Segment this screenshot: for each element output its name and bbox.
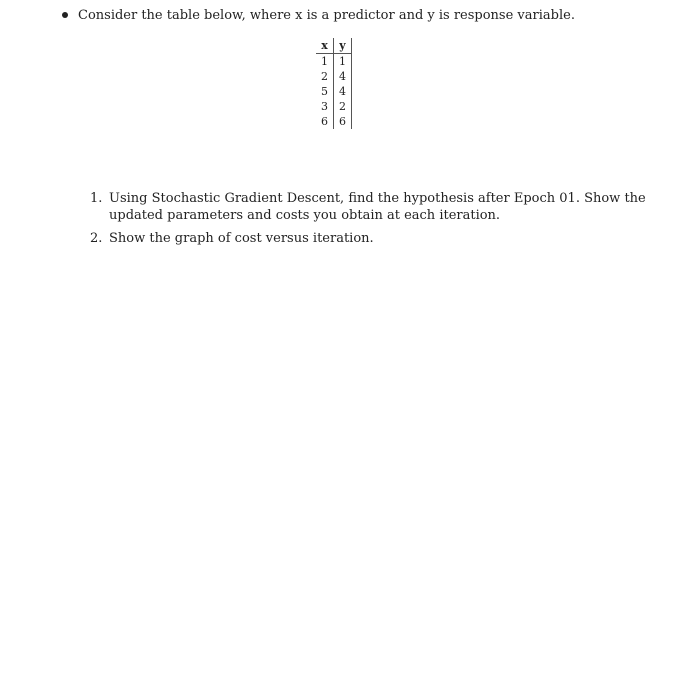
- item-text: Using Stochastic Gradient Descent, find the hypothesis after Epoch 01. Show the updated parameters and costs you obtain at each iteration.: [109, 191, 646, 223]
- intro-text: Consider the table below, where x is a predictor and y is response variable.: [78, 8, 575, 23]
- table-row: [316, 84, 352, 99]
- bullet-icon: [62, 12, 68, 18]
- cell-x: 2: [316, 69, 334, 84]
- task-list: [90, 190, 650, 253]
- cell-y: 4: [334, 84, 352, 99]
- cell-y: 2: [334, 99, 352, 114]
- table-row: [316, 54, 352, 70]
- cell-x: 3: [316, 99, 334, 114]
- cell-y: 1: [334, 54, 352, 70]
- item-number: 2.: [90, 231, 103, 246]
- data-table: [316, 38, 352, 129]
- list-item: [90, 230, 650, 247]
- item-text: Show the graph of cost versus iteration.: [109, 231, 374, 246]
- cell-x: 5: [316, 84, 334, 99]
- cell-x: 1: [316, 54, 334, 70]
- table-row: [316, 69, 352, 84]
- list-item: [90, 190, 650, 224]
- table-row: [316, 99, 352, 114]
- cell-x: 6: [316, 114, 334, 129]
- table-header-row: [316, 38, 352, 54]
- table-row: [316, 114, 352, 129]
- cell-y: 6: [334, 114, 352, 129]
- header-x: x: [316, 38, 334, 54]
- item-number: 1.: [90, 191, 103, 206]
- cell-y: 4: [334, 69, 352, 84]
- header-y: y: [334, 38, 352, 54]
